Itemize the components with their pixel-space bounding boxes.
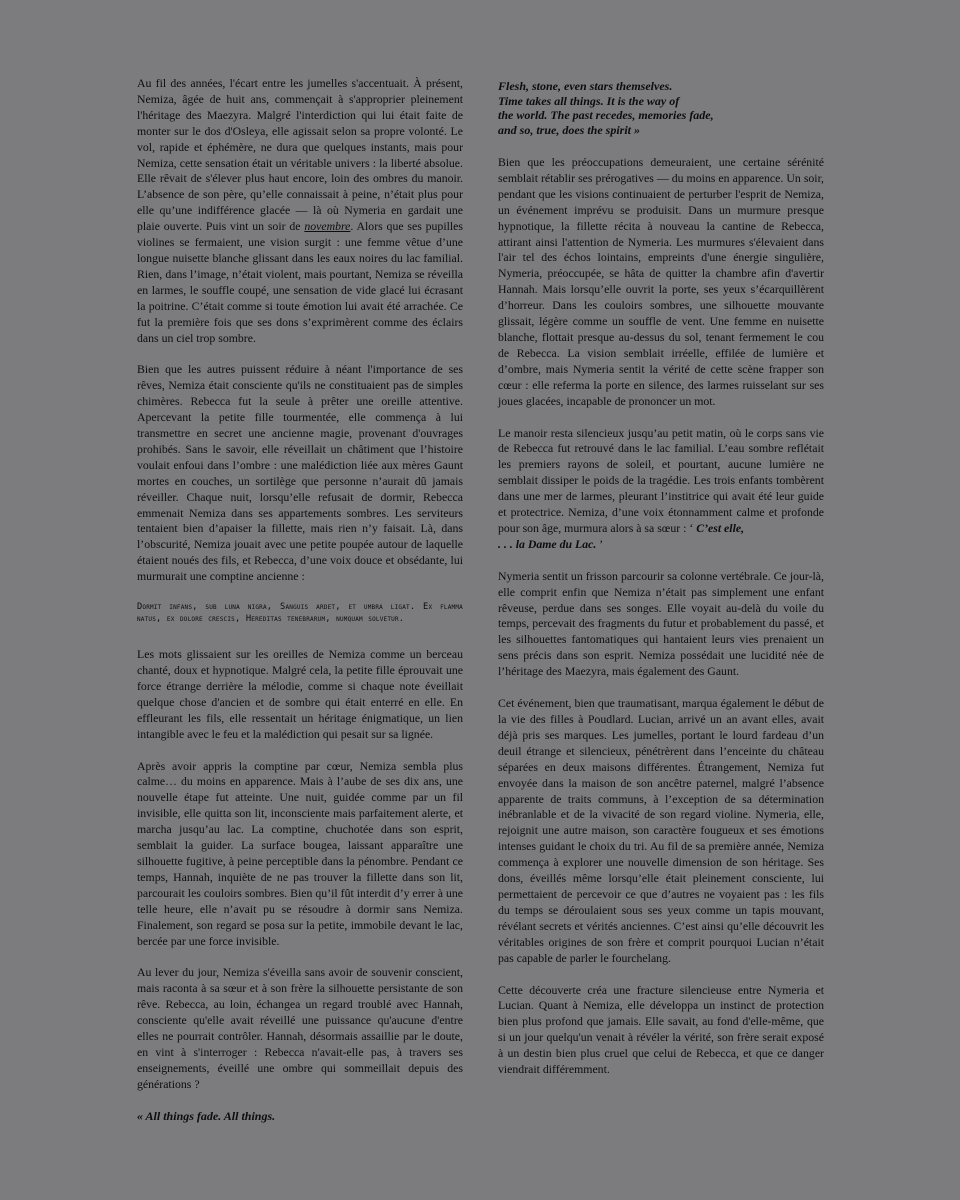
paragraph: Nymeria sentit un frisson parcourir sa colonne vertébrale. Ce jour-là, elle comprit enfin que Nemiza n’était pas simplement une enfant rêveuse, perdue dans ses songes. Elle voyait au-delà du voile du temps, percevait des fragments du futur et probablement du passé, et les silhouettes fantomatiques qui hantaient leurs vies prenaient un sens précis dans son esprit. Nemiza possédait une lucidité née de l’héritage des Maezyra, mais également des Gaunt.	[498, 568, 824, 679]
paragraph: Au lever du jour, Nemiza s'éveilla sans avoir de souvenir conscient, mais raconta à sa sœur et à son frère la silhouette persistante de son rêve. Rebecca, au loin, échangea un regard troublé avec Hannah, consciente qu'elle avait réveillé une puissance qu'aucune d'entre elles ne pourrait contrôler. Hannah, désormais assaillie par le doute, en vint à s'interroger : Rebecca n'avait-elle pas, à travers ses enseignements, éveillé une ombre qui sommeillait depuis des générations ?	[137, 965, 463, 1091]
paragraph	[137, 76, 463, 346]
quote-start: « All things fade. All things.	[137, 1108, 276, 1123]
paragraph: Bien que les autres puissent réduire à néant l'importance de ses rêves, Nemiza était consciente qu'ils ne constituaient pas de simples chimères. Rebecca fut la seule à prêter une oreille attentive. Apercevant la petite fille tourmentée, elle commença à lui transmettre en secret une ancienne magie, provenant d'ouvrages prohibés. Sans le savoir, elle réveillait un châtiment que l’histoire voulait enfoui dans l’ombre : une malédiction liée aux mères Gaunt mortes en couches, un sortilège que personne n’aurait dû jamais réveiller. Chaque nuit, lorsqu’elle refusait de dormir, Rebecca emmenait Nemiza dans ses appartements sombres. Les serviteurs tentaient bien d’apaiser la fillette, mais rien n’y faisait. Là, dans l’obscurité, Nemiza jouait avec une petite poupée autour de laquelle étaient noués des fils, et Rebecca, d’une voix douce et obsédante, lui murmurait une comptine ancienne :	[137, 362, 463, 584]
latin-incantation: Dormit infans, sub luna nigra, Sanguis ardet, et umbra ligat. Ex flamma natus, ex dolore crescis, Hereditas tenebrarum, numquam solvetur.	[137, 602, 463, 625]
left-column	[137, 76, 463, 1125]
spoken-quote: C’est elle,	[696, 520, 745, 535]
paragraph: Cette découverte créa une fracture silencieuse entre Nymeria et Lucian. Quant à Nemiza, elle développa un instinct de protection bien plus profond que jamais. Elle savait, au fond d'elle-même, que si un jour quelqu'un venait à révéler la vérité, son frère serait exposé à un destin bien plus cruel que celui de Rebecca, et que ce danger viendrait différemment.	[498, 982, 824, 1077]
paragraph-text: Au fil des années, l'écart entre les jumelles s'accentuait. À présent, Nemiza, âgée de huit ans, commençait à s'approprier pleinement l'héritage des Maezyra. Malgré l'interdiction qui lui était faite de monter sur le dos d'Osleya, elle agissait selon sa propre volonté. Le vol, rapide et éphémère, ne dura que quelques instants, mais pour Nemiza, cette sensation était un véritable univers : la liberté absolue. Elle rêvait de s'élever plus haut encore, loin des ombres du manoir. L’absence de son père, qu’elle connaissait à peine, n’était plus pour elle qu’une indifférence glacée — là où Nymeria en gardait une plaie ouverte. Puis vint un soir de	[137, 76, 463, 234]
poem-line: Time takes all things. It is the way of	[498, 93, 680, 108]
right-column	[498, 79, 824, 1094]
paragraph: Les mots glissaient sur les oreilles de Nemiza comme un berceau chanté, doux et hypnotique. Malgré cela, la petite fille éprouvait une force étrange derrière la mélodie, comme si chaque note éveillait quelque chose d'ancien et de sombre qui était enterré en elle. En effleurant les fils, elle ressentait un héritage énigmatique, un lien intangible avec le feu et la malédiction qui pesait sur sa lignée.	[137, 647, 463, 741]
paragraph: Après avoir appris la comptine par cœur, Nemiza sembla plus calme… du moins en apparence. Mais à l’aube de ses dix ans, une nouvelle étape fut atteinte. Une nuit, guidée comme par un fil invisible, elle quitta son lit, inconsciente mais parfaitement alerte, et marcha jusqu’au lac. La comptine, chuchotée dans son esprit, semblait la guider. La surface bougea, laissant apparaître une silhouette fugitive, à peine perceptible dans la pénombre. Pendant ce temps, Hannah, inquiète de ne pas trouver la fillette dans son lit, parcourait les couloirs sombres. Bien qu’il fût interdit d’y errer à une telle heure, elle n’avait pu se résoudre à dormir sans Nemiza. Finalement, son regard se posa sur la petite, immobile devant le lac, bercée par une force invisible.	[137, 758, 463, 948]
poem-line: and so, true, does the spirit »	[498, 122, 641, 137]
paragraph-text: . Alors que ses pupilles violines se fermaient, une vision surgit : une femme vêtue d’une longue nuisette blanche glissant dans les eaux noires du lac familial. Rien, dans l’image, n’était violent, mais pourtant, Nemiza se réveilla en larmes, le souffle coupé, une sensation de vide glacé lui écrasant la poitrine. C’était comme si toute émotion lui avait été arrachée. Ce fut la première fois que ses dons s’exprimèrent comme des éclairs dans un ciel trop sombre.	[137, 219, 463, 345]
poem-line: Flesh, stone, even stars themselves.	[498, 79, 673, 93]
paragraph: Cet événement, bien que traumatisant, marqua également le début de la vie des filles à Poudlard. Lucian, arrivé un an avant elles, avait déjà pris ses marques. Les jumelles, portant le lourd fardeau d’un deuil étrange et silencieux, pénétrèrent dans l’enceinte du château séparées en deux maisons différentes. Étrangement, Nemiza fut envoyée dans la maison de son ancêtre paternel, malgré l’absence apparente de traits communs, à l’exception de sa détermination inébranlable et de la vivacité de son regard violine. Nymeria, elle, rejoignit une autre maison, son caractère fougueux et ses émotions intenses guidant le choix du tri. Au fil de sa première année, Nemiza commença à explorer une nouvelle dimension de son héritage. Ses dons, éveillés même lorsqu’elle était pleinement consciente, lui permettaient de percevoir ce que d’autres ne voyaient pas : les fils du temps se déroulaient sous ses yeux comme un tapis mouvant, révélant secrets et vérités anciennes. C’est ainsi qu’elle découvrit les véritables origines de son frère et comprit pourquoi Lucian n’était pas capable de parler le fourchelang.	[498, 696, 824, 965]
paragraph	[498, 426, 824, 553]
poem-line: the world. The past recedes, memories fade,	[498, 108, 714, 122]
poem-quote	[498, 79, 824, 137]
quote-mark: ’	[596, 536, 604, 551]
spoken-quote: . . . la Dame du Lac.	[498, 536, 597, 551]
document-page	[113, 58, 851, 1140]
underlined-word: novembre	[304, 219, 351, 234]
paragraph: Bien que les préoccupations demeuraient, une certaine sérénité semblait rétablir ses prérogatives — du moins en apparence. Un soir, pendant que les visions continuaient de perturber l'esprit de Nemiza, un événement imprévu se produisit. Dans un murmure presque hypnotique, la fillette récita à nouveau la cantine de Rebecca, attirant ainsi l'attention de Nymeria. Les murmures s'élevaient dans l'air tel des échos lointains, empreints d'une énergie singulière, Nymeria, préoccupée, se hâta de quitter la chambre afin d'avertir Hannah. Mais lorsqu’elle ouvrit la porte, ses yeux s’écarquillèrent d’horreur. Dans les couloirs sombres, une silhouette mouvante glissait, légère comme un souffle de vent. Une femme en nuisette blanche, flottait presque au-dessus du sol, tenant fermement le cou de Rebecca. La vision semblait irréelle, effilée de lumière et d’ombre, mais Nymeria sentit la vérité de cette scène frapper son cœur : elle referma la porte en silence, des larmes ruisselant sur ses joues glacées, incapable de prononcer un mot.	[498, 155, 824, 408]
paragraph-text: Le manoir resta silencieux jusqu’au petit matin, où le corps sans vie de Rebecca fut retrouvé dans le lac familial. L’eau sombre reflétait les premiers rayons de soleil, et pourtant, aucune lumière ne semblait dissiper le poids de la tragédie. Les trois enfants tombèrent dans une mer de larmes, pleurant l’institrice qui avait été leur guide et protectrice. Nemiza, d’une voix étonnamment calme et profonde pour son âge, murmura alors à sa sœur : ‘	[498, 425, 824, 535]
